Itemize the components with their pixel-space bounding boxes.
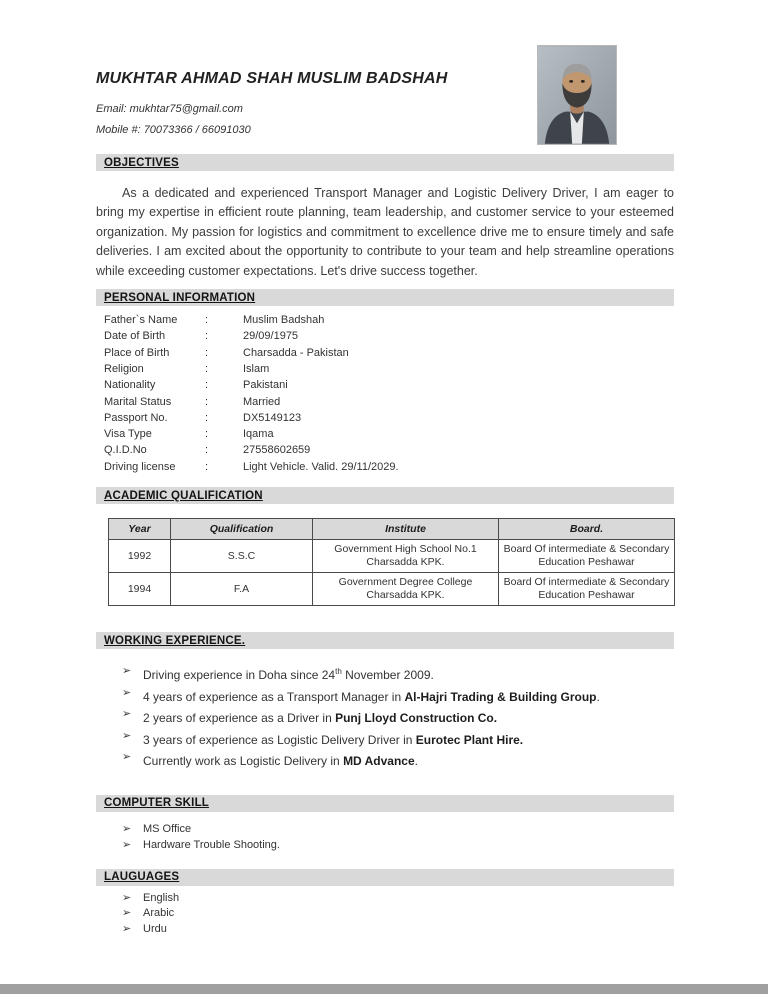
- list-item: [122, 821, 674, 838]
- exp-seg-post: .: [414, 754, 418, 768]
- computer-skill-list: [122, 821, 674, 854]
- info-label: Place of Birth: [104, 346, 170, 359]
- personal-info-list: [96, 312, 674, 475]
- list-item: [122, 906, 674, 922]
- cell-institute: Government High School No.1 Charsadda KPK.: [313, 540, 499, 573]
- exp-seg-pre: Currently work as Logistic Delivery in: [143, 754, 344, 768]
- bullet-arrow-icon: ➢: [122, 708, 132, 720]
- bullet-arrow-icon: ➢: [122, 822, 132, 835]
- cell-board: Board Of intermediate & Secondary Education Peshawar: [499, 573, 675, 606]
- bullet-arrow-icon: ➢: [122, 686, 132, 699]
- info-colon: :: [205, 314, 209, 327]
- info-colon: :: [205, 411, 209, 424]
- skill-text: MS Office: [143, 822, 192, 835]
- cell-qualification: F.A: [171, 573, 313, 606]
- info-colon: :: [205, 379, 209, 392]
- section-heading-text: WORKING EXPERIENCE.: [104, 634, 246, 647]
- experience-text: [143, 749, 418, 771]
- cell-year: 1994: [109, 573, 171, 606]
- info-label: Marital Status: [104, 395, 172, 408]
- experience-text: [143, 728, 523, 750]
- info-colon: :: [205, 395, 209, 408]
- info-label: Date of Birth: [104, 330, 166, 343]
- bullet-arrow-icon: ➢: [122, 839, 132, 851]
- section-heading-text: PERSONAL INFORMATION: [104, 291, 256, 304]
- cell-institute: Government Degree College Charsadda KPK.: [313, 573, 499, 606]
- info-label: Nationality: [104, 379, 156, 392]
- info-colon: :: [205, 444, 209, 457]
- info-value: Muslim Badshah: [243, 314, 325, 327]
- bullet-arrow-icon: ➢: [122, 751, 132, 763]
- info-colon: :: [205, 460, 209, 473]
- personal-info-row: [96, 345, 674, 361]
- email-line: Email: mukhtar75@gmail.com: [96, 103, 243, 115]
- mobile-line: Mobile #: 70073366 / 66091030: [96, 124, 251, 136]
- section-heading-text: COMPUTER SKILL: [104, 797, 210, 809]
- exp-seg-mid: November 2009.: [341, 668, 434, 682]
- info-label: Religion: [104, 362, 144, 375]
- section-heading-text: OBJECTIVES: [104, 156, 179, 169]
- info-value: 29/09/1975: [243, 330, 299, 343]
- personal-info-row: [96, 377, 674, 393]
- column-header-board: Board.: [499, 519, 675, 540]
- personal-info-row: [96, 394, 674, 410]
- list-item: [122, 922, 674, 938]
- academic-qualification-table: [108, 518, 675, 606]
- table-row: [109, 573, 675, 606]
- info-label: Q.I.D.No: [104, 444, 147, 457]
- experience-item: [122, 663, 674, 685]
- exp-seg-pre: 3 years of experience as Logistic Delivery Driver in: [143, 732, 416, 747]
- info-colon: :: [205, 346, 209, 359]
- info-value: Charsadda - Pakistan: [243, 346, 349, 359]
- language-text: Arabic: [143, 907, 175, 919]
- exp-seg-bold: Punj Lloyd Construction Co.: [335, 711, 498, 725]
- personal-info-row: [96, 312, 674, 328]
- objectives-paragraph: As a dedicated and experienced Transport Manager and Logistic Delivery Driver, I am eager to bring my expertise in efficient route planning, team leadership, and customer service to your esteemed organization. My passion for logistics and commitment to excellence drive me to ensure timely and safe deliveries. I am excited about the opportunity to contribute to your team and help streamline operations while exceeding customer expectations. Let's drive success together.: [96, 186, 674, 278]
- column-header-institute: Institute: [313, 519, 499, 540]
- cell-year: 1992: [109, 540, 171, 573]
- info-label: Father`s Name: [104, 314, 178, 327]
- section-heading-languages: [96, 869, 674, 886]
- exp-seg-bold: Al-Hajri Trading & Building Group: [404, 689, 597, 704]
- bullet-arrow-icon: ➢: [122, 665, 132, 677]
- exp-seg-bold: MD Advance: [343, 754, 415, 768]
- profile-photo-image: [538, 46, 616, 144]
- section-heading-academic-qualification: [96, 487, 674, 504]
- info-value: 27558602659: [243, 444, 311, 457]
- bullet-arrow-icon: ➢: [122, 922, 132, 935]
- language-text: Urdu: [143, 922, 167, 935]
- info-label: Visa Type: [104, 428, 152, 441]
- info-label: Driving license: [104, 460, 176, 473]
- skill-text: Hardware Trouble Shooting.: [143, 839, 280, 851]
- experience-item: [122, 728, 674, 750]
- experience-text: [143, 663, 434, 685]
- table-row: [109, 540, 675, 573]
- column-header-qualification: Qualification: [171, 519, 313, 540]
- experience-text: [143, 706, 497, 728]
- language-text: English: [143, 891, 180, 904]
- info-value: Iqama: [243, 428, 274, 441]
- section-heading-working-experience: [96, 632, 674, 649]
- personal-info-row: [96, 426, 674, 442]
- resume-content: [96, 0, 674, 937]
- info-value: Pakistani: [243, 379, 288, 392]
- column-header-year: Year: [109, 519, 171, 540]
- list-item: [122, 891, 674, 907]
- cell-board: Board Of intermediate & Secondary Education Peshawar: [499, 540, 675, 573]
- experience-text: [143, 685, 600, 707]
- info-value: Light Vehicle. Valid. 29/11/2029.: [243, 460, 399, 473]
- section-heading-computer-skill: [96, 795, 674, 812]
- exp-seg-post: .: [596, 689, 600, 704]
- info-value: DX5149123: [243, 411, 302, 424]
- exp-seg-pre: Driving experience in Doha since 24: [143, 668, 336, 682]
- section-heading-text: LAUGUAGES: [104, 871, 180, 883]
- bullet-arrow-icon: ➢: [122, 891, 132, 904]
- info-label: Passport No.: [104, 411, 168, 424]
- personal-info-row: [96, 361, 674, 377]
- section-heading-text: ACADEMIC QUALIFICATION: [104, 489, 263, 502]
- exp-seg-pre: 2 years of experience as a Driver in: [143, 711, 336, 725]
- exp-seg-pre: 4 years of experience as a Transport Manager in: [143, 689, 405, 704]
- info-value: Islam: [243, 362, 270, 375]
- section-heading-objectives: [96, 154, 674, 171]
- list-item: [122, 837, 674, 854]
- table-header-row: [109, 519, 675, 540]
- exp-seg-sup: th: [335, 667, 342, 676]
- info-colon: :: [205, 330, 209, 343]
- profile-photo: [537, 45, 617, 145]
- bullet-arrow-icon: ➢: [122, 729, 132, 742]
- info-value: Married: [243, 395, 281, 408]
- page-bottom-edge: [0, 984, 768, 994]
- personal-info-row: [96, 459, 674, 475]
- info-colon: :: [205, 428, 209, 441]
- languages-list: [122, 891, 674, 938]
- personal-info-row: [96, 328, 674, 344]
- section-heading-personal-information: [96, 289, 674, 306]
- experience-item: [122, 749, 674, 771]
- page-title: MUKHTAR AHMAD SHAH MUSLIM BADSHAH: [96, 70, 448, 87]
- personal-info-row: [96, 410, 674, 426]
- experience-item: [122, 706, 674, 728]
- experience-list: [122, 663, 674, 771]
- cell-qualification: S.S.C: [171, 540, 313, 573]
- info-colon: :: [205, 362, 209, 375]
- personal-info-row: [96, 442, 674, 458]
- exp-seg-bold: Eurotec Plant Hire.: [415, 732, 524, 747]
- bullet-arrow-icon: ➢: [122, 907, 132, 919]
- experience-item: [122, 685, 674, 707]
